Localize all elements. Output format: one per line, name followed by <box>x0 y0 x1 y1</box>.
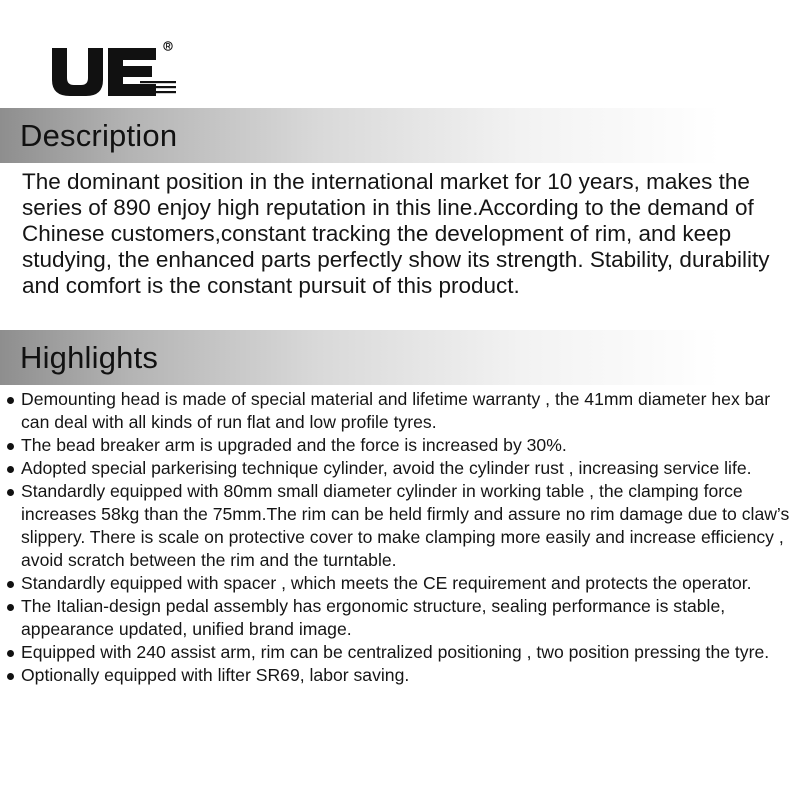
list-item-text: Adopted special parkerising technique cylinder, avoid the cylinder rust , increasing service life. <box>21 458 752 478</box>
list-item <box>5 641 795 664</box>
list-item-text: The bead breaker arm is upgraded and the force is increased by 30%. <box>21 435 567 455</box>
list-item <box>5 664 795 687</box>
list-item-text: Equipped with 240 assist arm, rim can be centralized positioning , two position pressing the tyre. <box>21 642 770 662</box>
bullet-icon <box>7 397 14 404</box>
list-item-text: Optionally equipped with lifter SR69, labor saving. <box>21 665 410 685</box>
list-item <box>5 595 795 641</box>
ue-logo-icon <box>48 38 180 102</box>
list-item <box>5 388 795 434</box>
list-item <box>5 457 795 480</box>
bullet-icon <box>7 443 14 450</box>
bullet-icon <box>7 466 14 473</box>
highlights-header <box>0 330 800 385</box>
list-item <box>5 480 795 572</box>
highlights-list <box>5 388 795 687</box>
brand-logo <box>48 38 180 102</box>
bullet-icon <box>7 604 14 611</box>
list-item-text: Demounting head is made of special material and lifetime warranty , the 41mm diameter hex bar can deal with all kinds of run flat and low profile tyres. <box>21 389 771 432</box>
bullet-icon <box>7 673 14 680</box>
list-item-text: Standardly equipped with 80mm small diameter cylinder in working table , the clamping force increases 58kg than the 75mm.The rim can be held firmly and assure no rim damage due to claw’s slippery. There is scale on protective cover to make clamping more easily and increase efficiency , avoid scratch between the rim and the turntable. <box>21 481 790 570</box>
bullet-icon <box>7 581 14 588</box>
list-item-text: Standardly equipped with spacer , which meets the CE requirement and protects the operator. <box>21 573 752 593</box>
description-title: Description <box>20 118 178 153</box>
bullet-icon <box>7 650 14 657</box>
bullet-icon <box>7 489 14 496</box>
list-item-text: The Italian-design pedal assembly has ergonomic structure, sealing performance is stable, appearance updated, unified brand image. <box>21 596 726 639</box>
highlights-title: Highlights <box>20 340 159 375</box>
list-item <box>5 434 795 457</box>
description-text: The dominant position in the international market for 10 years, makes the series of 890 enjoy high reputation in this line.According to the demand of Chinese customers,constant tracking the development of rim, and keep studying, the enhanced parts perfectly show its strength. Stability, durability and comfort is the constant pursuit of this product. <box>22 169 770 298</box>
description-header <box>0 108 800 163</box>
list-item <box>5 572 795 595</box>
